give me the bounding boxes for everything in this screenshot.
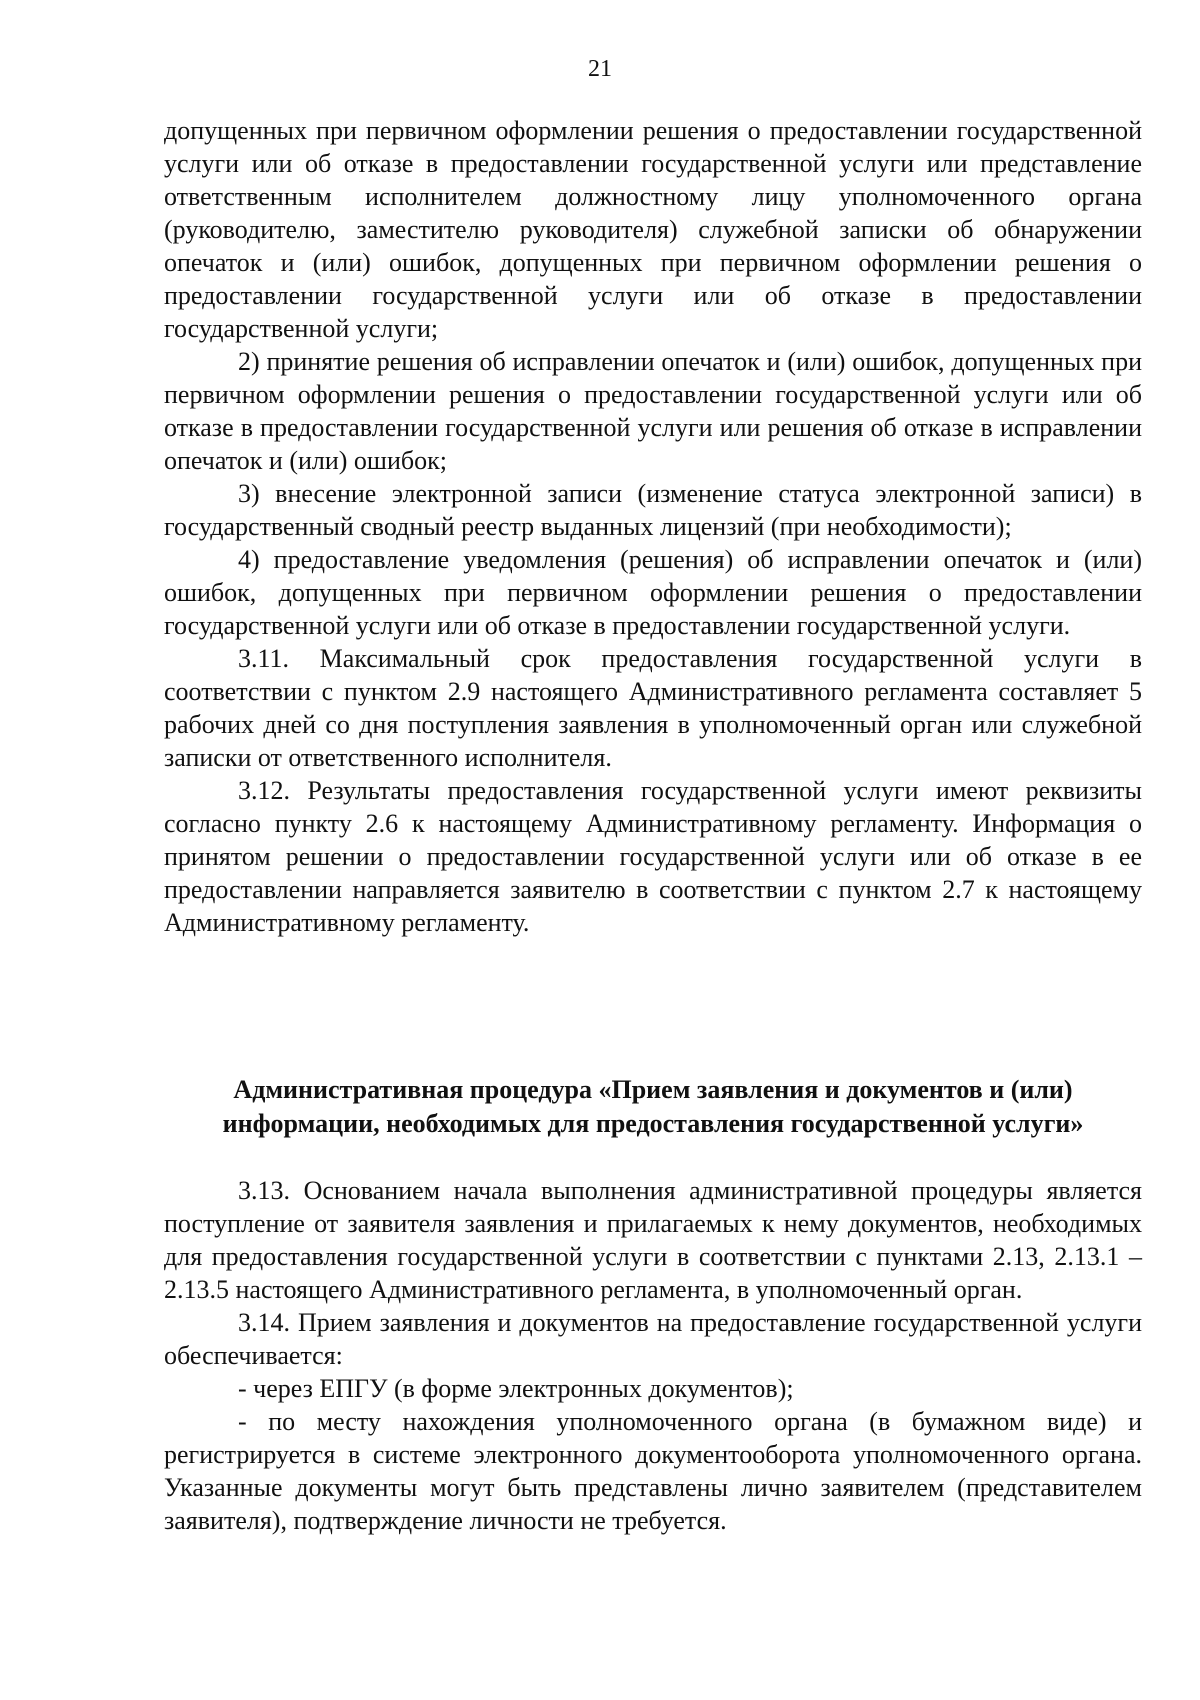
paragraph-3-11: 3.11. Максимальный срок предоставления государственной услуги в соответствии с пунктом 2.9 настоящего Административного регламента составляет 5 рабочих дней со дня поступления заявления в уполномоченный орган или служебной записки от ответственного исполнителя. [164,644,1142,772]
paragraph-3-14: 3.14. Прием заявления и документов на предоставление государственной услуги обеспечивается: [164,1308,1142,1370]
section-heading-line-1: Административная процедура «Прием заявления и документов и (или) [233,1075,1073,1104]
paragraph-continuation: допущенных при первичном оформлении решения о предоставлении государственной услуги или об отказе в предоставлении государственной услуги или представление ответственным исполнителем должностному лицу уполномоченного органа (руководителю, заместителю руководителя) служебной записки об обнаружении опечаток и (или) ошибок, допущенных при первичном оформлении решения о предоставлении государственной услуги или об отказе в предоставлении государственной услуги; [164,116,1142,343]
list-item-epgu: - через ЕПГУ (в форме электронных документов); [238,1374,794,1403]
section-heading-line-2: информации, необходимых для предоставления государственной услуги» [222,1109,1084,1138]
body-text-bottom [164,1174,1142,1537]
paragraph-item-4: 4) предоставление уведомления (решения) об исправлении опечаток и (или) ошибок, допущенных при первичном оформлении решения о предоставлении государственной услуги или об отказе в предоставлении государственной услуги. [164,545,1142,640]
paragraph-3-13: 3.13. Основанием начала выполнения административной процедуры является поступление от заявителя заявления и прилагаемых к нему документов, необходимых для предоставления государственной услуги в соответствии с пунктами 2.13, 2.13.1 – 2.13.5 настоящего Административного регламента, в уполномоченный орган. [164,1176,1142,1304]
list-item-paper: - по месту нахождения уполномоченного органа (в бумажном виде) и регистрируется в системе электронного документооборота уполномоченного органа. Указанные документы могут быть представлены лично заявителем (представителем заявителя), подтверждение личности не требуется. [164,1407,1142,1535]
paragraph-3-12: 3.12. Результаты предоставления государственной услуги имеют реквизиты согласно пункту 2.6 к настоящему Административному регламенту. Информация о принятом решении о предоставлении государственной услуги или об отказе в ее предоставлении направляется заявителю в соответствии с пунктом 2.7 к настоящему Административному регламенту. [164,776,1142,937]
body-text-top [164,114,1142,939]
section-heading [164,1073,1142,1141]
page-number: 21 [588,56,612,82]
paragraph-item-2: 2) принятие решения об исправлении опечаток и (или) ошибок, допущенных при первичном оформлении решения о предоставлении государственной услуги или об отказе в предоставлении государственной услуги или решения об отказе в исправлении опечаток и (или) ошибок; [164,347,1142,475]
paragraph-item-3: 3) внесение электронной записи (изменение статуса электронной записи) в государственный сводный реестр выданных лицензий (при необходимости); [164,479,1142,541]
